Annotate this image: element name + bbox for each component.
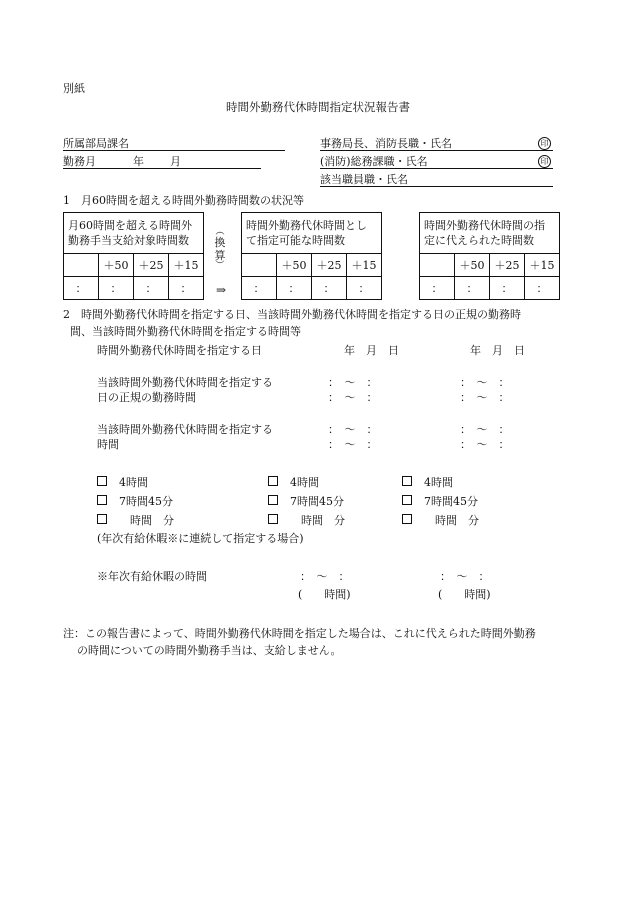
time-range-field[interactable]: ： ～ ： xyxy=(300,570,350,583)
option-745-col1[interactable]: 7時間45分 xyxy=(97,494,173,509)
general-seal-icon: 印 xyxy=(538,154,551,168)
option-4h-col3[interactable]: 4時間 xyxy=(402,475,453,490)
year-suffix: 年 xyxy=(133,155,144,168)
chief-seal-icon: 印 xyxy=(538,136,551,150)
table-designatable-hours xyxy=(241,212,382,300)
time-cell[interactable]: ： xyxy=(311,277,346,300)
designate-hours-label-1: 当該時間外勤務代休時間を指定する xyxy=(97,423,273,436)
time-cell[interactable]: ： xyxy=(455,277,490,300)
date-field-2[interactable]: 年 月 日 xyxy=(470,344,525,357)
checkbox-icon xyxy=(402,495,412,505)
checkbox-icon xyxy=(97,476,107,486)
time-cell[interactable]: ： xyxy=(346,277,381,300)
option-4h-col1[interactable]: 4時間 xyxy=(97,475,148,490)
time-cell[interactable]: ： xyxy=(133,277,168,300)
checkbox-icon xyxy=(402,476,412,486)
checkbox-icon xyxy=(268,514,278,524)
time-cell[interactable]: ： xyxy=(242,277,277,300)
date-field-1[interactable]: 年 月 日 xyxy=(344,344,399,357)
option-custom-col3[interactable]: 時間 分 xyxy=(402,513,479,528)
time-cell[interactable]: ： xyxy=(99,277,134,300)
checkbox-icon xyxy=(97,514,107,524)
option-custom-col2[interactable]: 時間 分 xyxy=(268,513,345,528)
regular-hours-label-1: 当該時間外勤務代休時間を指定する xyxy=(97,376,273,389)
time-range-field[interactable]: ： ～ ： xyxy=(440,570,490,583)
paid-leave-note: (年次有給休暇※に連続して指定する場合) xyxy=(97,532,304,545)
time-cell[interactable]: ： xyxy=(489,277,524,300)
document-title: 時間外勤務代休時間指定状況報告書 xyxy=(226,100,410,114)
designate-hours-label-2: 時間 xyxy=(97,438,119,451)
month-suffix: 月 xyxy=(170,155,181,168)
rate-15: ＋15 xyxy=(524,254,559,277)
general-affairs-label: (消防)総務課職・氏名 xyxy=(320,155,428,168)
general-underline xyxy=(320,168,553,169)
time-range-field[interactable]: ： ～ ： xyxy=(328,438,378,451)
chief-label: 事務局長、消防長職・氏名 xyxy=(320,137,452,150)
table-b-header: 時間外勤務代休時間とし て指定可能な時間数 xyxy=(242,213,382,254)
designate-day-label: 時間外勤務代休時間を指定する日 xyxy=(97,344,262,357)
time-range-field[interactable]: ： ～ ： xyxy=(328,391,378,404)
dept-label: 所属部局課名 xyxy=(63,137,129,150)
time-range-field[interactable]: ： ～ ： xyxy=(328,423,378,436)
staff-underline xyxy=(320,186,553,187)
staff-label: 該当職員職・氏名 xyxy=(320,173,408,186)
time-range-field[interactable]: ： ～ ： xyxy=(460,438,510,451)
rate-50: ＋50 xyxy=(277,254,312,277)
table-overtime-over60 xyxy=(63,212,204,300)
note-line2: の時間についての時間外勤務手当は、支給しません。 xyxy=(77,644,342,657)
section2-heading-line1: 2 時間外勤務代休時間を指定する日、当該時間外勤務代休時間を指定する日の正規の勤務時 xyxy=(63,308,521,321)
conversion-label: ︵ 換 算 ︶ xyxy=(214,227,226,271)
attachment-label: 別紙 xyxy=(63,82,85,95)
checkbox-icon xyxy=(402,514,412,524)
checkbox-icon xyxy=(268,495,278,505)
rate-15: ＋15 xyxy=(168,254,203,277)
checkbox-icon xyxy=(97,495,107,505)
regular-hours-label-2: 日の正規の勤務時間 xyxy=(97,391,196,404)
rate-15: ＋15 xyxy=(346,254,381,277)
option-745-col2[interactable]: 7時間45分 xyxy=(268,494,344,509)
time-range-field[interactable]: ： ～ ： xyxy=(460,376,510,389)
rate-50: ＋50 xyxy=(455,254,490,277)
rate-25: ＋25 xyxy=(311,254,346,277)
option-custom-col1[interactable]: 時間 分 xyxy=(97,513,174,528)
chief-underline xyxy=(320,150,553,151)
table-c-header: 時間外勤務代休時間の指 定に代えられた時間数 xyxy=(420,213,560,254)
table-a-header: 月60時間を超える時間外 勤務手当支給対象時間数 xyxy=(64,213,204,254)
rate-50: ＋50 xyxy=(99,254,134,277)
time-cell[interactable]: ： xyxy=(64,277,99,300)
hours-field[interactable]: ( 時間) xyxy=(438,588,491,601)
hours-field[interactable]: ( 時間) xyxy=(298,588,351,601)
table-replaced-hours xyxy=(419,212,560,300)
time-range-field[interactable]: ： ～ ： xyxy=(460,391,510,404)
option-745-col3[interactable]: 7時間45分 xyxy=(402,494,478,509)
time-cell[interactable]: ： xyxy=(524,277,559,300)
rate-25: ＋25 xyxy=(133,254,168,277)
section2-heading-line2: 間、当該時間外勤務代休時間を指定する時間等 xyxy=(70,325,301,338)
time-cell[interactable]: ： xyxy=(420,277,455,300)
month-underline xyxy=(63,168,261,169)
time-range-field[interactable]: ： ～ ： xyxy=(328,376,378,389)
time-cell[interactable]: ： xyxy=(277,277,312,300)
month-label: 勤務月 xyxy=(63,155,96,168)
note-line1: 注：この報告書によって、時間外勤務代休時間を指定した場合は、これに代えられた時間外勤務 xyxy=(63,627,536,640)
arrow-icon: ⇒ xyxy=(216,283,227,297)
dept-underline xyxy=(63,150,285,151)
time-cell[interactable]: ： xyxy=(168,277,203,300)
checkbox-icon xyxy=(268,476,278,486)
section1-heading: 1 月60時間を超える時間外勤務時間数の状況等 xyxy=(63,194,304,207)
time-range-field[interactable]: ： ～ ： xyxy=(460,423,510,436)
rate-25: ＋25 xyxy=(489,254,524,277)
paid-leave-time-label: ※年次有給休暇の時間 xyxy=(97,570,207,583)
option-4h-col2[interactable]: 4時間 xyxy=(268,475,319,490)
